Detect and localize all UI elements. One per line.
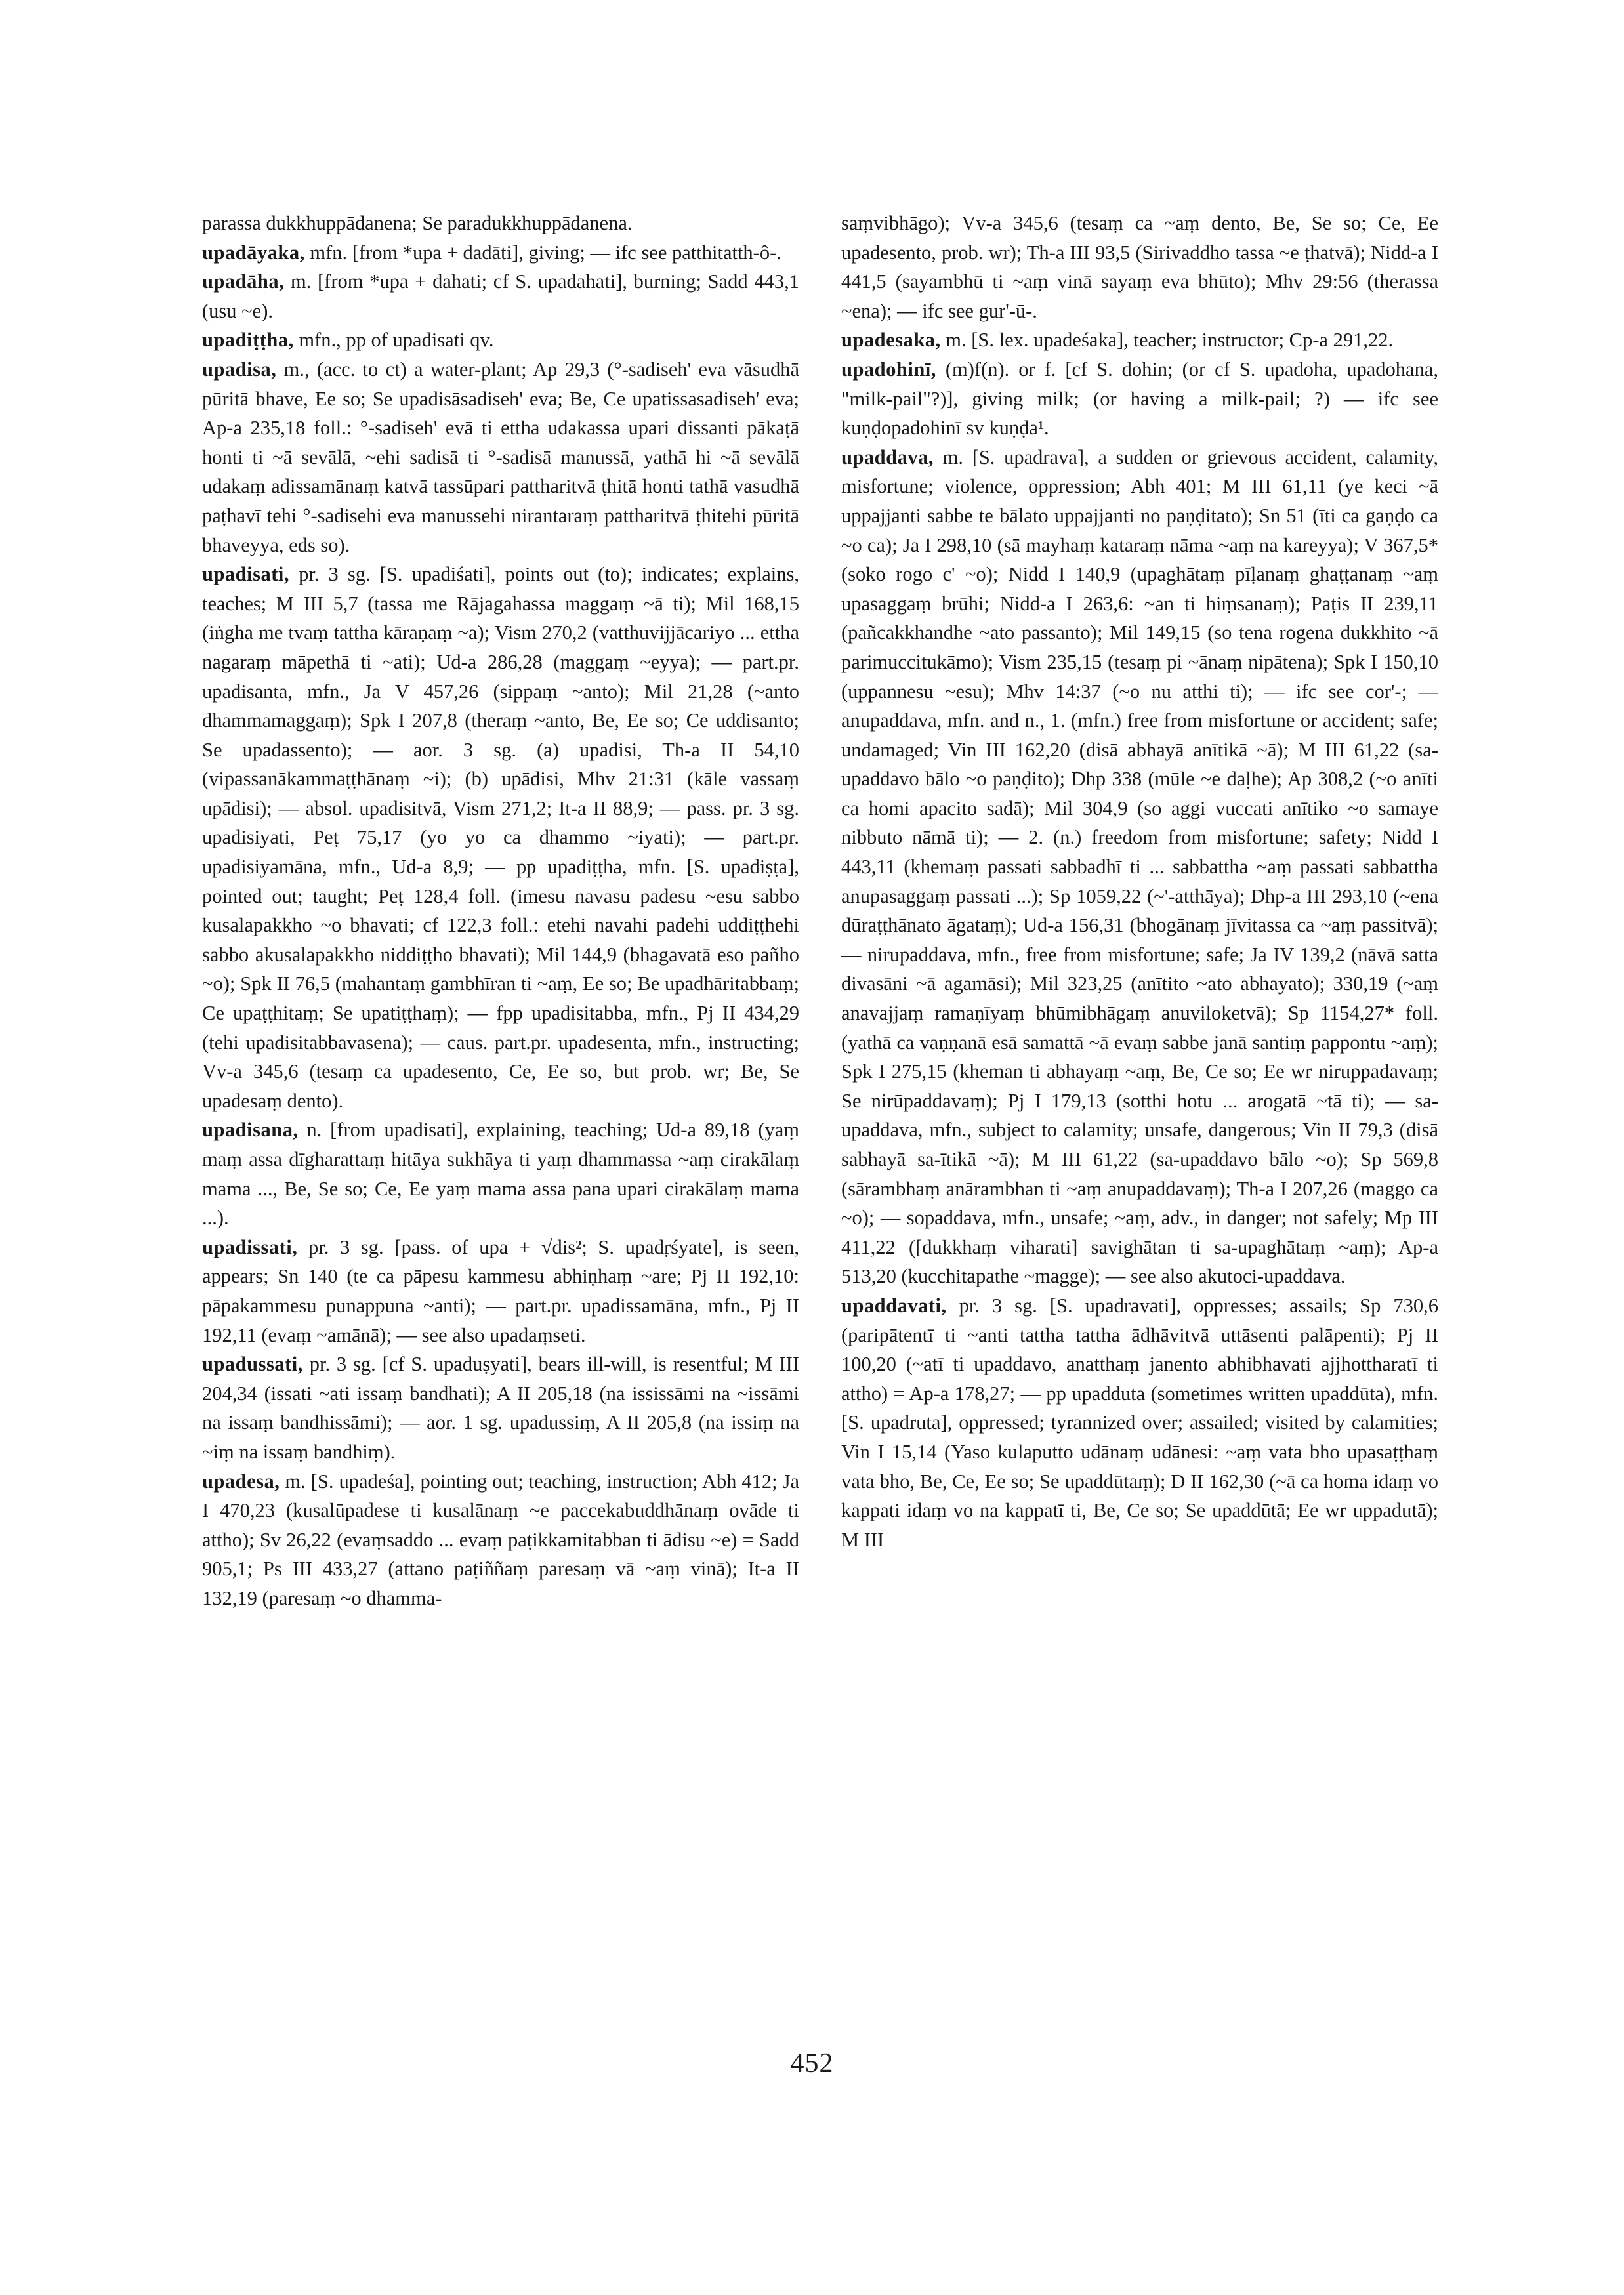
entry-text: saṃvibhāgo); Vv-a 345,6 (tesaṃ ca ~aṃ dento, Be, Se so; Ce, Ee upadesento, prob. wr); Th-a III 93,5 (Sirivaddho tassa ~e ṭhatvā); Nidd-a I 441,5 (sayambhū ti ~aṃ vinā sayaṃ eva bhūto); Mhv 29:56 (therassa ~ena); — ifc see gur'-ū-. — [841, 212, 1438, 322]
entry-text: m., (acc. to ct) a water-plant; Ap 29,3 (°-sadiseh' eva vāsudhā pūritā bhave, Ee so; Se upadisāsadiseh' eva; Be, Ce upatissasadiseh' eva; Ap-a 235,18 foll.: °-sadiseh' evā ti ettha udakassa upari dissanti pākaṭā honti ti ~ā sevālā, ~ehi sadisā ti °-sadisā manussā, yathā hi ~ā sevālā udakaṃ adissamānaṃ katvā tassūpari pattharitvā ṭhitā honti tathā vasudhā paṭhavī tehi °-sadisehi eva manussehi nirantaraṃ pattharitvā ṭhitehi pūritā bhaveyya, eds so). — [202, 358, 799, 556]
headword: upadisa, — [202, 358, 277, 381]
headword: upadāyaka, — [202, 241, 305, 264]
entry-text: mfn., pp of upadisati qv. — [293, 329, 494, 352]
entry-upadohini — [841, 355, 1438, 443]
entry-text: pr. 3 sg. [S. upadravati], oppresses; assails; Sp 730,6 (paripātentī ti ~anti tattha tattha ādhāvitvā uttāsenti palāpenti); Pj II 100,20 (~atī ti upaddavo, anatthaṃ janento abhibhavati ajjhottharatī ti attho) = Ap-a 178,27; — pp upadduta (sometimes written upaddūta), mfn. [S. upadruta], oppressed; tyrannized over; assailed; visited by calamities; Vin I 15,14 (Yaso kulaputto udānaṃ udānesi: ~aṃ vata bho upasaṭṭhaṃ vata bho, Be, Ce, Ee so; Se upaddūtaṃ); D II 162,30 (~ā ca homa idaṃ vo kappati idaṃ vo na kappatī ti, Be, Ce so; Se upaddūtā; Ee wr uppadutā); M III — [841, 1294, 1438, 1551]
headword: upadesaka, — [841, 329, 941, 352]
headword: upaddava, — [841, 445, 934, 468]
page-number: 452 — [790, 2048, 834, 2078]
entry-upaddava — [841, 443, 1438, 1291]
entry-upadisa — [202, 355, 799, 560]
entry-text: pr. 3 sg. [cf S. upaduṣyati], bears ill-will, is resentful; M III 204,34 (issati ~ati issaṃ bandhati); A II 205,18 (na ississāmi na ~issāmi na issaṃ bandhissāmi); — aor. 1 sg. upadussiṃ, A II 205,8 (na issiṃ na ~iṃ na issaṃ bandhiṃ). — [202, 1353, 799, 1463]
entry-text: mfn. [from *upa + dadāti], giving; — ifc see patthitatth-ô-. — [304, 241, 781, 264]
entry-text: n. [from upadisati], explaining, teaching; Ud-a 89,18 (yaṃ maṃ assa dīgharattaṃ hitāya sukhāya ti yaṃ dhammassa ~aṃ cirakālaṃ mama ..., Be, Se so; Ce, Ee yaṃ mama assa pana upari cirakālaṃ mama ...). — [202, 1119, 799, 1230]
entry-upadussati — [202, 1350, 799, 1466]
entry-upadissati — [202, 1233, 799, 1350]
entry-upadaha — [202, 267, 799, 325]
entry-upadesa — [202, 1467, 799, 1613]
entry-text: m. [S. upadrava], a sudden or grievous accident, calamity, misfortune; violence, oppression; Abh 401; M III 61,11 (ye keci ~ā uppajjanti sabbe te bālato uppajjanti no paṇḍitato); Sn 51 (īti ca gaṇḍo ca ~o ca); Ja I 298,10 (sā mayhaṃ kataraṃ nāma ~aṃ na kareyya); V 367,5* (soko rogo c' ~o); Nidd I 140,9 (upaghātaṃ pīḷanaṃ ghaṭṭanaṃ ~aṃ upasaggaṃ brūhi; Nidd-a I 263,6: ~an ti hiṃsanaṃ); Paṭis II 239,11 (pañcakkhandhe ~ato passanto); Mil 149,15 (so tena rogena dukkhito ~ā parimuccitukāmo); Vism 235,15 (tesaṃ pi ~ānaṃ nipātena); Spk I 150,10 (uppannesu ~esu); Mhv 14:37 (~o nu atthi ti); — ifc see cor'-; — anupaddava, mfn. and n., 1. (mfn.) free from misfortune or accident; safe; undamaged; Vin III 162,20 (disā abhayā anītikā ~ā); M III 61,22 (sa-upaddavo bālo ~o paṇḍito); Dhp 338 (mūle ~e daḷhe); Ap 308,2 (~o anīti ca homi apacito sadā); Mil 304,9 (so aggi vuccati anītiko ~o samaye nibbuto nāmā ti); — 2. (n.) freedom from misfortune; safety; Nidd I 443,11 (khemaṃ passati sabbadhī ti ... sabbattha ~aṃ passati sabbattha anupasaggaṃ passati ...); Sp 1059,22 (~'-atthāya); Dhp-a III 293,10 (~ena dūraṭṭhānato āgataṃ); Ud-a 156,31 (bhogānaṃ jīvitassa ca ~aṃ passitvā); — nirupaddava, mfn., free from misfortune; safe; Ja IV 139,2 (nāvā satta divasāni ~ā agamāsi); Mil 323,25 (anītito ~ato abhayato); 330,19 (~aṃ anavajjaṃ ramaṇīyaṃ bhūmibhāgaṃ anuviloketvā); Sp 1154,27* foll. (yathā ca vaṇṇanā esā samattā ~ā evaṃ sabbe janā santiṃ pappontu ~aṃ); Spk I 275,15 (kheman ti abhayaṃ ~aṃ, Be, Ce so; Ee wr niruppadavaṃ; Se nirūpaddavaṃ); Pj I 179,13 (sotthi hotu ... arogatā ~tā ti); — sa-upaddava, mfn., subject to calamity; unsafe, dangerous; Vin II 79,3 (disā sabhayā sa-ītikā ~ā); M III 61,22 (sa-upaddavo bālo ~o); Sp 569,8 (sārambhaṃ anārambhan ti ~aṃ anupaddavaṃ); Th-a I 207,26 (maggo ca ~o); — sopaddava, mfn., unsafe; ~aṃ, adv., in danger; not safely; Mp III 411,22 ([dukkhaṃ viharati] savighātan ti sa-upaghātaṃ ~aṃ); Ap-a 513,20 (kucchitapathe ~magge); — see also akutoci-upaddava. — [841, 445, 1438, 1288]
headword: upadiṭṭha, — [202, 329, 294, 352]
headword: upadāha, — [202, 270, 285, 293]
headword: upadesa, — [202, 1470, 280, 1493]
entry-text: m. [from *upa + dahati; cf S. upadahati], burning; Sadd 443,1 (usu ~e). — [202, 270, 799, 322]
headword: upadussati, — [202, 1353, 303, 1376]
entry-continuation — [202, 209, 799, 238]
right-column — [841, 209, 1438, 1554]
entry-text: (m)f(n). or f. [cf S. dohin; (or cf S. upadoha, upadohana, "milk-pail"?)], giving milk; (or having a milk-pail; ?) — ifc see kuṇḍopadohinī sv kuṇḍa¹. — [841, 358, 1438, 440]
entry-upadittha — [202, 325, 799, 355]
headword: upadohinī, — [841, 358, 936, 381]
entry-continuation — [841, 209, 1438, 325]
entry-text: pr. 3 sg. [S. upadiśati], points out (to); indicates; explains, teaches; M III 5,7 (tassa me Rājagahassa maggaṃ ~ā ti); Mil 168,15 (iṅgha me tvaṃ tattha kāraṇaṃ ~a); Vism 270,2 (vatthuvijjācariyo ... ettha nagaraṃ māpethā ti ~ati); Ud-a 286,28 (maggaṃ ~eyya); — part.pr. upadisanta, mfn., Ja V 457,26 (sippaṃ ~anto); Mil 21,28 (~anto dhammamaggaṃ); Spk I 207,8 (theraṃ ~anto, Be, Ee so; Ce uddisanto; Se upadassento); — aor. 3 sg. (a) upadisi, Th-a II 54,10 (vipassanākammaṭṭhānaṃ ~i); (b) upādisi, Mhv 21:31 (kāle vassaṃ upādisi); — absol. upadisitvā, Vism 271,2; It-a II 88,9; — pass. pr. 3 sg. upadisiyati, Peṭ 75,17 (yo yo ca dhammo ~iyati); — part.pr. upadisiyamāna, mfn., Ud-a 8,9; — pp upadiṭṭha, mfn. [S. upadiṣṭa], pointed out; taught; Peṭ 128,4 foll. (imesu navasu padesu ~esu sabbo kusalapakkho ~o bhavati; cf 122,3 foll.: etehi navahi padehi uddiṭṭhehi sabbo akusalapakkho niddiṭṭho bhavati); Mil 144,9 (bhagavatā eso pañho ~o); Spk II 76,5 (mahantaṃ gambhīran ti ~aṃ, Ee so; Be upadhāritabbaṃ; Ce upaṭṭhitaṃ; Se upatiṭṭhaṃ); — fpp upadisitabba, mfn., Pj II 434,29 (tehi upadisitabbavasena); — caus. part.pr. upadesenta, mfn., instructing; Vv-a 345,6 (tesaṃ ca upadesento, Ce, Ee so, but prob. wr; Be, Se upadesaṃ dento). — [202, 563, 799, 1112]
entry-text: pr. 3 sg. [pass. of upa + √dis²; S. upadṛśyate], is seen, appears; Sn 140 (te ca pāpesu kammesu abhiṇhaṃ ~are; Pj II 192,10: pāpakammesu punappuna ~anti); — part.pr. upadissamāna, mfn., Pj II 192,11 (evaṃ ~amānā); — see also upadaṃseti. — [202, 1235, 799, 1346]
headword: upadisana, — [202, 1119, 299, 1142]
left-column — [202, 209, 799, 1613]
headword: upadisati, — [202, 563, 289, 586]
entry-upadayaka — [202, 238, 799, 268]
entry-text: m. [S. upadeśa], pointing out; teaching, instruction; Abh 412; Ja I 470,23 (kusalūpadese ti kusalānaṃ ~e paccekabuddhānaṃ ovāde ti attho); Sv 26,22 (evaṃsaddo ... evaṃ paṭikkamitabban ti ādisu ~e) = Sadd 905,1; Ps III 433,27 (attano paṭiññaṃ paresaṃ vā ~aṃ vinā); It-a II 132,19 (paresaṃ ~o dhamma- — [202, 1470, 799, 1609]
entry-upadisati — [202, 560, 799, 1115]
entry-text: m. [S. lex. upadeśaka], teacher; instructor; Cp-a 291,22. — [940, 329, 1394, 352]
entry-upaddavati — [841, 1291, 1438, 1554]
headword: upadissati, — [202, 1235, 298, 1258]
headword: upaddavati, — [841, 1294, 947, 1317]
entry-upadisana — [202, 1115, 799, 1232]
entry-text: parassa dukkhuppādanena; Se paradukkhuppādanena. — [202, 212, 633, 234]
entry-upadesaka — [841, 325, 1438, 355]
